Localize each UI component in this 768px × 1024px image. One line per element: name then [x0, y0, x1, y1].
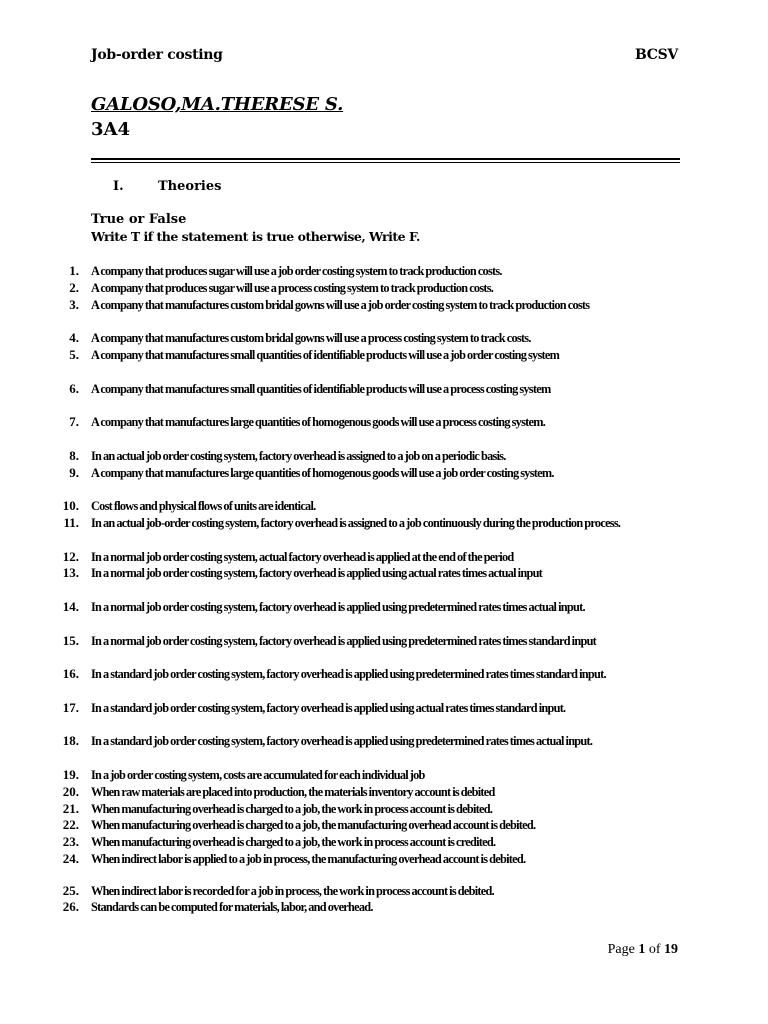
question-item: [0, 330, 768, 347]
section-number: I.: [113, 179, 124, 194]
question-text: In a normal job order costing system, factory overhead is applied using predetermined rates times standard input: [91, 633, 597, 648]
header-course: BCSV: [634, 47, 678, 63]
question-number: 15.: [62, 632, 79, 648]
question-number: 8.: [69, 447, 79, 463]
question-item: [0, 297, 768, 331]
question-item: [0, 263, 768, 280]
question-text: A company that manufactures small quantities of identifiable products will use a process costing system: [91, 381, 551, 396]
page-total: 19: [664, 942, 678, 957]
question-text: A company that manufactures custom bridal gowns will use a process costing system to track costs.: [91, 331, 531, 346]
question-number: 22.: [62, 817, 79, 833]
page-of-label: of: [648, 942, 661, 957]
question-item: [0, 549, 768, 566]
question-text: In an actual job order costing system, factory overhead is assigned to a job on a periodic basis.: [91, 448, 506, 463]
question-item: [0, 347, 768, 381]
question-text: In a standard job order costing system, factory overhead is applied using predetermined rates times standard input.: [91, 667, 606, 682]
question-number: 14.: [62, 598, 79, 614]
page-label: Page: [607, 942, 635, 957]
question-text: In a normal job order costing system, actual factory overhead is applied at the end of the period: [91, 549, 514, 564]
question-text: When raw materials are placed into production, the materials inventory account is debited: [91, 784, 495, 799]
student-name: GALOSO,MA.THERESE S.: [91, 94, 344, 115]
question-item: [0, 834, 768, 851]
question-number: 7.: [69, 414, 79, 430]
question-text: In a job order costing system, costs are accumulated for each individual job: [91, 767, 425, 782]
divider-thick: [91, 158, 680, 160]
question-text: When manufacturing overhead is charged to a job, the work in process account is credited.: [91, 835, 496, 850]
question-number: 6.: [69, 380, 79, 396]
question-number: 25.: [62, 882, 79, 898]
question-text: A company that manufactures large quantities of homogenous goods will use a process costing system.: [91, 415, 546, 430]
section-code: 3A4: [91, 119, 131, 140]
question-item: [0, 784, 768, 801]
question-item: [0, 414, 768, 448]
question-text: A company that manufactures large quantities of homogenous goods will use a job order costing system.: [91, 465, 554, 480]
question-item: [0, 498, 768, 515]
question-item: [0, 381, 768, 415]
question-number: 17.: [62, 699, 79, 715]
question-item: [0, 767, 768, 784]
question-number: 12.: [62, 548, 79, 564]
question-number: 16.: [62, 666, 79, 682]
question-text: Standards can be computed for materials, labor, and overhead.: [91, 900, 373, 915]
question-item: [0, 801, 768, 818]
question-number: 4.: [69, 330, 79, 346]
question-text: When indirect labor is applied to a job in process, the manufacturing overhead account is debited.: [91, 851, 526, 866]
question-item: [0, 515, 768, 549]
question-text: A company that manufactures custom bridal gowns will use a job order costing system to track production costs: [91, 297, 590, 312]
question-text: In a normal job order costing system, factory overhead is applied using actual rates times actual input: [91, 566, 543, 581]
question-item: [0, 851, 768, 868]
section-title: Theories: [158, 179, 222, 194]
question-text: When indirect labor is recorded for a job in process, the work in process account is debited.: [91, 883, 494, 898]
question-number: 10.: [62, 498, 79, 514]
question-item: [0, 666, 768, 700]
question-item: [0, 448, 768, 465]
question-item: [0, 465, 768, 499]
question-number: 13.: [62, 565, 79, 581]
question-text: A company that produces sugar will use a job order costing system to track production costs.: [91, 264, 502, 278]
question-item: [0, 700, 768, 734]
question-list: [0, 263, 768, 916]
question-text: In a normal job order costing system, factory overhead is applied using predetermined rates times actual input.: [91, 599, 585, 614]
question-number: 20.: [62, 783, 79, 799]
page-footer: [608, 942, 678, 958]
question-number: 2.: [69, 279, 79, 295]
question-item: [0, 599, 768, 633]
true-false-instruction: Write T if the statement is true otherwise, Write F.: [91, 229, 420, 244]
question-item: [0, 899, 768, 916]
question-number: 26.: [62, 899, 79, 915]
question-number: 24.: [62, 850, 79, 866]
question-text: In an actual job-order costing system, factory overhead is assigned to a job continuously during the production process.: [91, 515, 621, 530]
question-item: [0, 883, 768, 900]
header-subject: Job-order costing: [91, 47, 223, 63]
question-item: [0, 565, 768, 599]
question-number: 23.: [62, 834, 79, 850]
question-text: A company that produces sugar will use a process costing system to track production costs.: [91, 280, 494, 295]
question-number: 3.: [69, 296, 79, 312]
question-number: 21.: [62, 800, 79, 816]
true-false-heading: True or False: [91, 212, 187, 227]
page-number: 1: [638, 942, 646, 957]
question-text: When manufacturing overhead is charged to a job, the work in process account is debited.: [91, 801, 493, 816]
question-item: [0, 280, 768, 297]
question-text: In a standard job order costing system, factory overhead is applied using actual rates times standard input.: [91, 700, 566, 715]
question-text: When manufacturing overhead is charged to a job, the manufacturing overhead account is debited.: [91, 818, 536, 833]
question-number: 11.: [63, 514, 79, 530]
divider-thin: [91, 162, 680, 163]
question-number: 19.: [62, 766, 79, 782]
question-number: 5.: [69, 346, 79, 362]
question-item: [0, 633, 768, 667]
question-text: A company that manufactures small quantities of identifiable products will use a job order costing system: [91, 347, 560, 362]
question-number: 18.: [62, 733, 79, 749]
question-text: Cost flows and physical flows of units are identical.: [91, 499, 316, 514]
question-item: [0, 733, 768, 767]
question-number: 9.: [69, 464, 79, 480]
question-item: [0, 817, 768, 834]
question-text: In a standard job order costing system, factory overhead is applied using predetermined rates times actual input.: [91, 734, 593, 749]
question-number: 1.: [69, 263, 79, 278]
